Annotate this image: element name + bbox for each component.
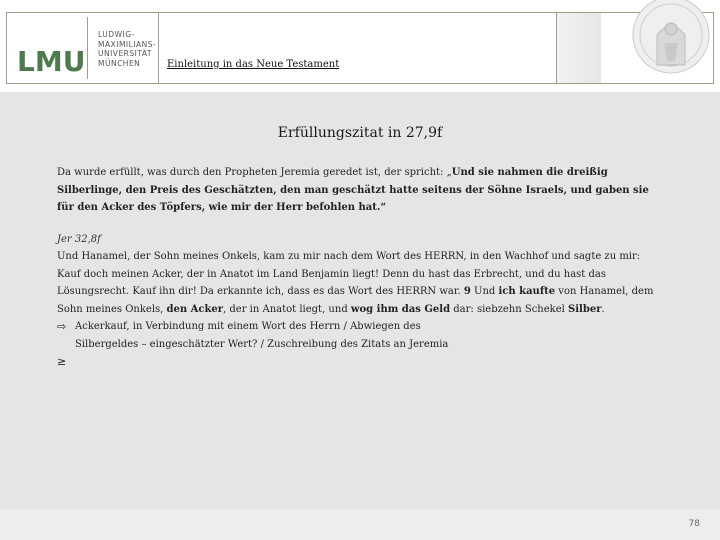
bold-segment: wog ihm das Geld (350, 303, 451, 315)
text-segment: dar: siebzehn Schekel (450, 303, 569, 315)
university-name (98, 30, 156, 68)
course-title: Einleitung in das Neue Testament (167, 59, 340, 70)
text-segment: , der in Anatot liegt, und (223, 303, 351, 315)
bold-segment: Silber (568, 303, 602, 315)
quote-bold: Und sie nahmen die dreißig Silberlinge, den Preis des Geschätzten, den man geschätzt hatte seitens der Söhne Israels, und gaben sie für den Acker des Töpfers, wie mir der Herr befohlen hat.“ (57, 167, 649, 213)
verse-number: 9 (463, 286, 471, 297)
lmu-logo (6, 12, 159, 84)
scripture-reference: Jer 32,8f (57, 233, 101, 245)
arrow-right-icon: ⇨ (57, 320, 67, 333)
text-segment: Und Hanamel, der Sohn meines Onkels, kam zu mir nach dem Wort des HERRN, in den Wachhof und sagte zu mir: Kauf doch meinen Acker, der in Anatot im Land Benjamin liegt! Denn du hast das Erbrecht, und du hast das Lösungsrecht. Kauf ihn dir! Da erkannte ich, dass es das Wort des HERRN war. (57, 251, 641, 297)
slide-body (57, 164, 657, 371)
note-text-1: Ackerkauf, in Verbindung mit einem Wort des Herrn / Abwiegen des (75, 321, 421, 332)
page-number: 78 (688, 519, 700, 529)
university-seal-icon (631, 0, 711, 75)
seal-box (557, 12, 714, 84)
quote-intro: Da wurde erfüllt, was durch den Propheten Jeremia geredet ist, der spricht: „ (57, 167, 452, 178)
slide-title: Erfüllungszitat in 27,9f (277, 125, 443, 141)
course-title-box (159, 12, 557, 84)
slide-header (0, 0, 720, 92)
bold-segment: den Acker (166, 303, 224, 315)
text-segment: Und (470, 286, 499, 297)
university-name-line: LUDWIG- (98, 30, 135, 39)
slide-footer (0, 510, 720, 540)
university-name-line: MÜNCHEN (98, 58, 141, 68)
bold-segment: ich kaufte (498, 286, 556, 297)
university-name-line: UNIVERSITÄT (98, 49, 152, 58)
lmu-logo-text: LMU (17, 45, 86, 78)
text-segment: von Hanamel, dem Sohn meines Onkels, (57, 286, 654, 315)
note-text-2: Silbergeldes – eingeschätzter Wert? / Zuschreibung des Zitats an Jeremia (75, 338, 449, 350)
seal-gradient (557, 13, 601, 83)
note-line (57, 318, 657, 336)
university-name-line: MAXIMILIANS- (98, 39, 157, 49)
jeremiah-paragraph (57, 248, 657, 318)
text-segment: . (601, 303, 605, 315)
quote-paragraph (57, 164, 657, 217)
greater-equal-symbol: ≥ (57, 355, 67, 368)
logo-divider (87, 17, 88, 79)
